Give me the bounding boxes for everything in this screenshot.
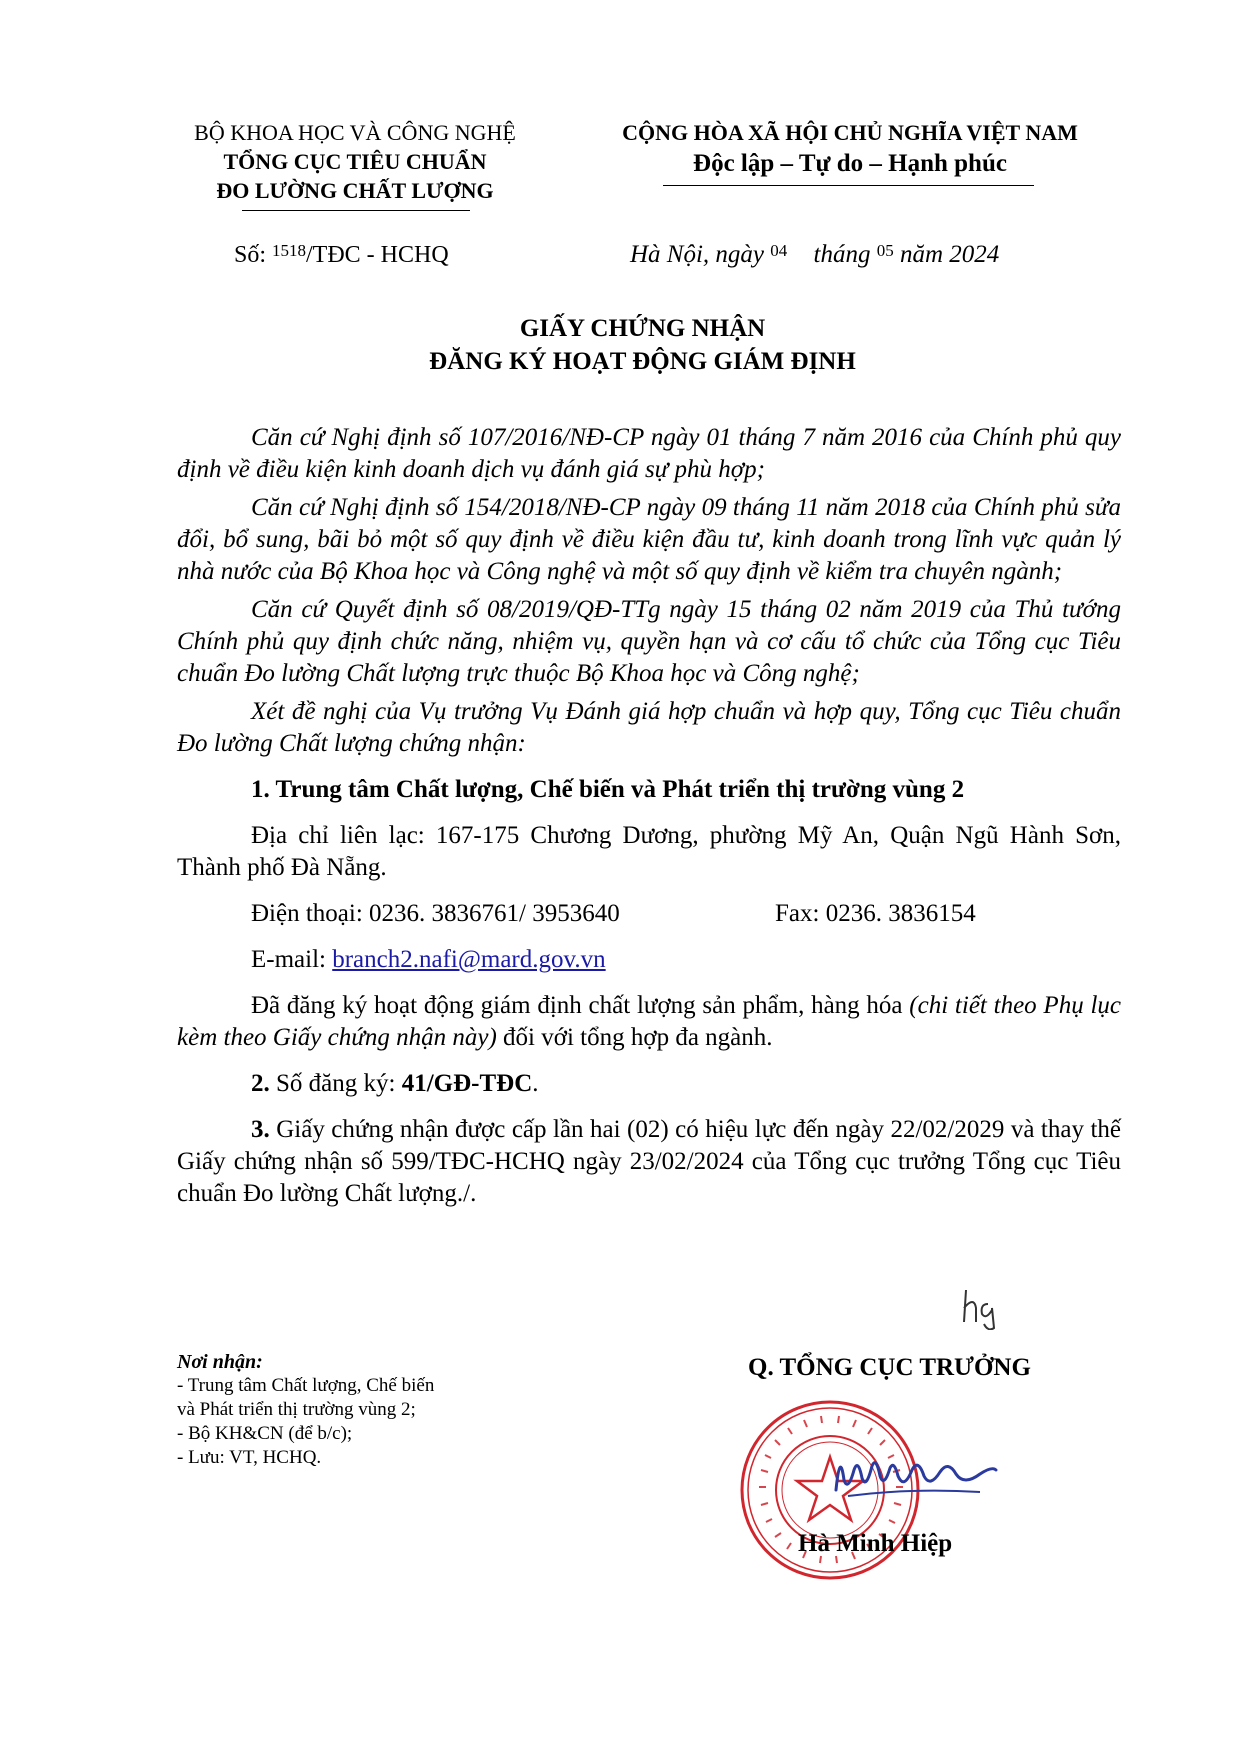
header-left xyxy=(165,118,545,205)
item1-email-row: E-mail: branch2.nafi@mard.gov.vn xyxy=(251,946,606,973)
item1-address: Địa chỉ liên lạc: 167-175 Chương Dương, phường Mỹ An, Quận Ngũ Hành Sơn, Thành phố Đà Nẵng. xyxy=(177,822,1121,881)
item1-registered: Đã đăng ký hoạt động giám định chất lượng sản phẩm, hàng hóa (chi tiết theo Phụ lục kèm theo Giấy chứng nhận này) đối với tổng hợp đa ngành. xyxy=(177,992,1122,1051)
nation-name: CỘNG HÒA XÃ HỘI CHỦ NGHĨA VIỆT NAM xyxy=(622,120,1078,145)
number-value: 1518 xyxy=(272,241,307,260)
item1-fax: Fax: 0236. 3836154 xyxy=(775,900,976,927)
header-left-underline xyxy=(242,210,470,211)
recipient-line: - Trung tâm Chất lượng, Chế biến xyxy=(177,1375,435,1396)
header-right xyxy=(575,118,1125,180)
document-number: Số: $^{1518}$/TĐC - HCHQ xyxy=(234,241,449,268)
preamble-1: Căn cứ Nghị định số 107/2016/NĐ-CP ngày 01 tháng 7 năm 2016 của Chính phủ quy định về điều kiện kinh doanh dịch vụ đánh giá sự phù hợp; xyxy=(177,424,1121,483)
item1-phone: Điện thoại: 0236. 3836761/ 3953640 xyxy=(251,900,620,927)
recipients-heading: Nơi nhận: xyxy=(177,1351,263,1373)
preamble-4: Xét đề nghị của Vụ trưởng Vụ Đánh giá hợp chuẩn và hợp quy, Tổng cục Tiêu chuẩn Đo lường Chất lượng chứng nhận: xyxy=(177,698,1121,757)
agency-name-line2: ĐO LƯỜNG CHẤT LƯỢNG xyxy=(216,178,494,203)
handwritten-initials xyxy=(958,1282,1018,1330)
date-day: 04 xyxy=(770,241,788,260)
email-link[interactable]: branch2.nafi@mard.gov.vn xyxy=(332,946,606,973)
document-title xyxy=(165,312,1120,378)
item1-heading: 1. Trung tâm Chất lượng, Chế biến và Phát triển thị trường vùng 2 xyxy=(251,776,965,803)
issue-date: Hà Nội, ngày $^{04}$ tháng $^{05}$ năm 2024 xyxy=(630,241,1000,268)
agency-name-line1: TỔNG CỤC TIÊU CHUẨN xyxy=(223,149,487,174)
title-line1: GIẤY CHỨNG NHẬN xyxy=(519,315,766,342)
motto-underline xyxy=(663,185,1034,186)
recipient-line: và Phát triển thị trường vùng 2; xyxy=(177,1399,416,1420)
signer-position: Q. TỔNG CỤC TRƯỞNG xyxy=(748,1354,1031,1381)
preamble-3: Căn cứ Quyết định số 08/2019/QĐ-TTg ngày 15 tháng 02 năm 2019 của Thủ tướng Chính phủ quy định chức năng, nhiệm vụ, quyền hạn và cơ cấu tổ chức của Tổng cục Tiêu chuẩn Đo lường Chất lượng trực thuộc Bộ Khoa học và Công nghệ; xyxy=(177,596,1121,687)
title-line2: ĐĂNG KÝ HOẠT ĐỘNG GIÁM ĐỊNH xyxy=(429,348,856,375)
signer-name: Hà Minh Hiệp xyxy=(798,1530,953,1557)
date-month: 05 xyxy=(876,241,894,260)
preamble-2: Căn cứ Nghị định số 154/2018/NĐ-CP ngày 09 tháng 11 năm 2018 của Chính phủ sửa đổi, bổ sung, bãi bỏ một số quy định về điều kiện đầu tư, kinh doanh trong lĩnh vực quản lý nhà nước của Bộ Khoa học và Công nghệ và một số quy định về kiểm tra chuyên ngành; xyxy=(177,494,1121,585)
ministry-name: BỘ KHOA HỌC VÀ CÔNG NGHỆ xyxy=(194,120,516,145)
handwritten-signature xyxy=(830,1430,1000,1510)
recipient-line: - Lưu: VT, HCHQ. xyxy=(177,1447,322,1468)
recipients xyxy=(177,1350,517,1470)
document-body xyxy=(177,422,1121,1210)
item2-registration: 2. Số đăng ký: 41/GĐ-TĐC. xyxy=(251,1070,539,1097)
item3-validity: 3. Giấy chứng nhận được cấp lần hai (02) có hiệu lực đến ngày 22/02/2029 và thay thế Giấy chứng nhận số 599/TĐC-HCHQ ngày 23/02/2024 của Tổng cục trưởng Tổng cục Tiêu chuẩn Đo lường Chất lượng./. xyxy=(177,1116,1121,1207)
recipient-line: - Bộ KH&CN (để b/c); xyxy=(177,1423,353,1444)
item1-contact-row xyxy=(177,898,1121,930)
registration-number: 41/GĐ-TĐC xyxy=(401,1070,533,1097)
motto: Độc lập – Tự do – Hạnh phúc xyxy=(693,150,1007,177)
